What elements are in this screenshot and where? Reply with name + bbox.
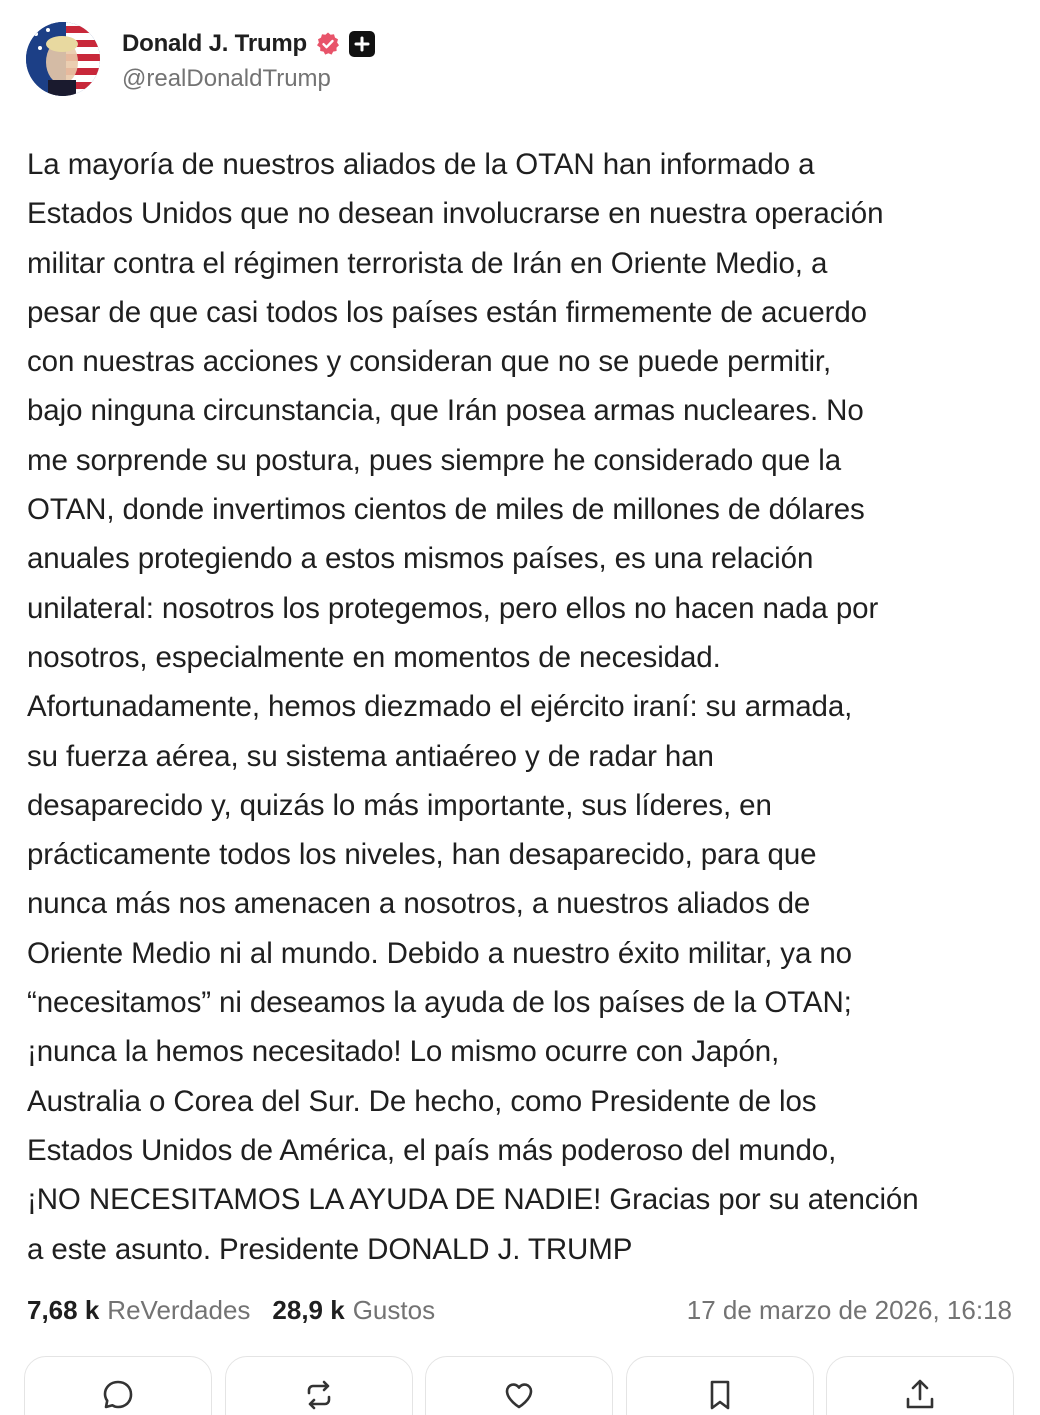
reposts-label[interactable]: ReVerdades bbox=[107, 1294, 251, 1325]
post-text-line: desaparecido y, quizás lo más importante, sus líderes, en bbox=[27, 788, 772, 822]
post-text-line: Oriente Medio ni al mundo. Debido a nuestro éxito militar, ya no bbox=[27, 936, 852, 970]
repost-icon bbox=[301, 1377, 337, 1413]
post-text bbox=[27, 140, 1017, 1274]
bookmark-button[interactable] bbox=[626, 1356, 814, 1415]
author-identity bbox=[122, 25, 375, 93]
post-stats bbox=[27, 1290, 1012, 1330]
action-bar bbox=[24, 1356, 1014, 1415]
post-text-line: su fuerza aérea, su sistema antiaéreo y de radar han bbox=[27, 739, 714, 773]
post-text-line: me sorprende su postura, pues siempre he considerado que la bbox=[27, 443, 842, 477]
like-button[interactable] bbox=[425, 1356, 613, 1415]
verified-badge-icon bbox=[315, 31, 341, 57]
post-text-line: nosotros, especialmente en momentos de necesidad. bbox=[27, 640, 721, 674]
reply-icon bbox=[100, 1377, 136, 1413]
repost-button[interactable] bbox=[225, 1356, 413, 1415]
post-text-line: Estados Unidos de América, el país más poderoso del mundo, bbox=[27, 1133, 837, 1167]
plus-badge-icon bbox=[349, 31, 375, 57]
bookmark-icon bbox=[702, 1377, 738, 1413]
author-display-name[interactable]: Donald J. Trump bbox=[122, 30, 308, 57]
name-row bbox=[122, 25, 375, 63]
post-header bbox=[26, 20, 375, 98]
post-text-line: Afortunadamente, hemos diezmado el ejército iraní: su armada, bbox=[27, 690, 853, 724]
post-text-line: bajo ninguna circunstancia, que Irán posea armas nucleares. No bbox=[27, 394, 864, 428]
reposts-count[interactable]: 7,68 k bbox=[27, 1294, 100, 1325]
author-handle[interactable]: @realDonaldTrump bbox=[122, 65, 331, 92]
post-timestamp: 17 de marzo de 2026, 16:18 bbox=[686, 1294, 1012, 1325]
post-text-line: ¡NO NECESITAMOS LA AYUDA DE NADIE! Gracias por su atención bbox=[27, 1183, 919, 1217]
post-text-line: La mayoría de nuestros aliados de la OTAN han informado a bbox=[27, 148, 815, 181]
share-icon bbox=[902, 1377, 938, 1413]
post-text-line: “necesitamos” ni deseamos la ayuda de los países de la OTAN; bbox=[27, 986, 852, 1020]
post-text-line: militar contra el régimen terrorista de Irán en Oriente Medio, a bbox=[27, 246, 828, 280]
share-button[interactable] bbox=[826, 1356, 1014, 1415]
post-text-line: ¡nunca la hemos necesitado! Lo mismo ocurre con Japón, bbox=[27, 1035, 780, 1069]
post-text-line: nunca más nos amenacen a nosotros, a nuestros aliados de bbox=[27, 887, 811, 921]
post-text-line: anuales protegiendo a estos mismos países, es una relación bbox=[27, 542, 814, 576]
post-text-line: Australia o Corea del Sur. De hecho, como Presidente de los bbox=[27, 1084, 817, 1118]
avatar-image bbox=[26, 22, 100, 96]
likes-count[interactable]: 28,9 k bbox=[272, 1294, 345, 1325]
reply-button[interactable] bbox=[24, 1356, 212, 1415]
post-text-line: Estados Unidos que no desean involucrarse en nuestra operación bbox=[27, 197, 884, 231]
post-text-line: prácticamente todos los niveles, han desaparecido, para que bbox=[27, 838, 817, 872]
post-text-line: unilateral: nosotros los protegemos, pero ellos no hacen nada por bbox=[27, 591, 879, 625]
like-icon bbox=[501, 1377, 537, 1413]
likes-label[interactable]: Gustos bbox=[352, 1294, 436, 1325]
post-text-line: OTAN, donde invertimos cientos de miles de millones de dólares bbox=[27, 493, 865, 527]
avatar[interactable] bbox=[26, 22, 100, 96]
post-text-line: con nuestras acciones y consideran que no se puede permitir, bbox=[27, 345, 832, 379]
post-text-line: pesar de que casi todos los países están firmemente de acuerdo bbox=[27, 295, 867, 329]
post-text-line: a este asunto. Presidente DONALD J. TRUMP bbox=[27, 1232, 633, 1266]
